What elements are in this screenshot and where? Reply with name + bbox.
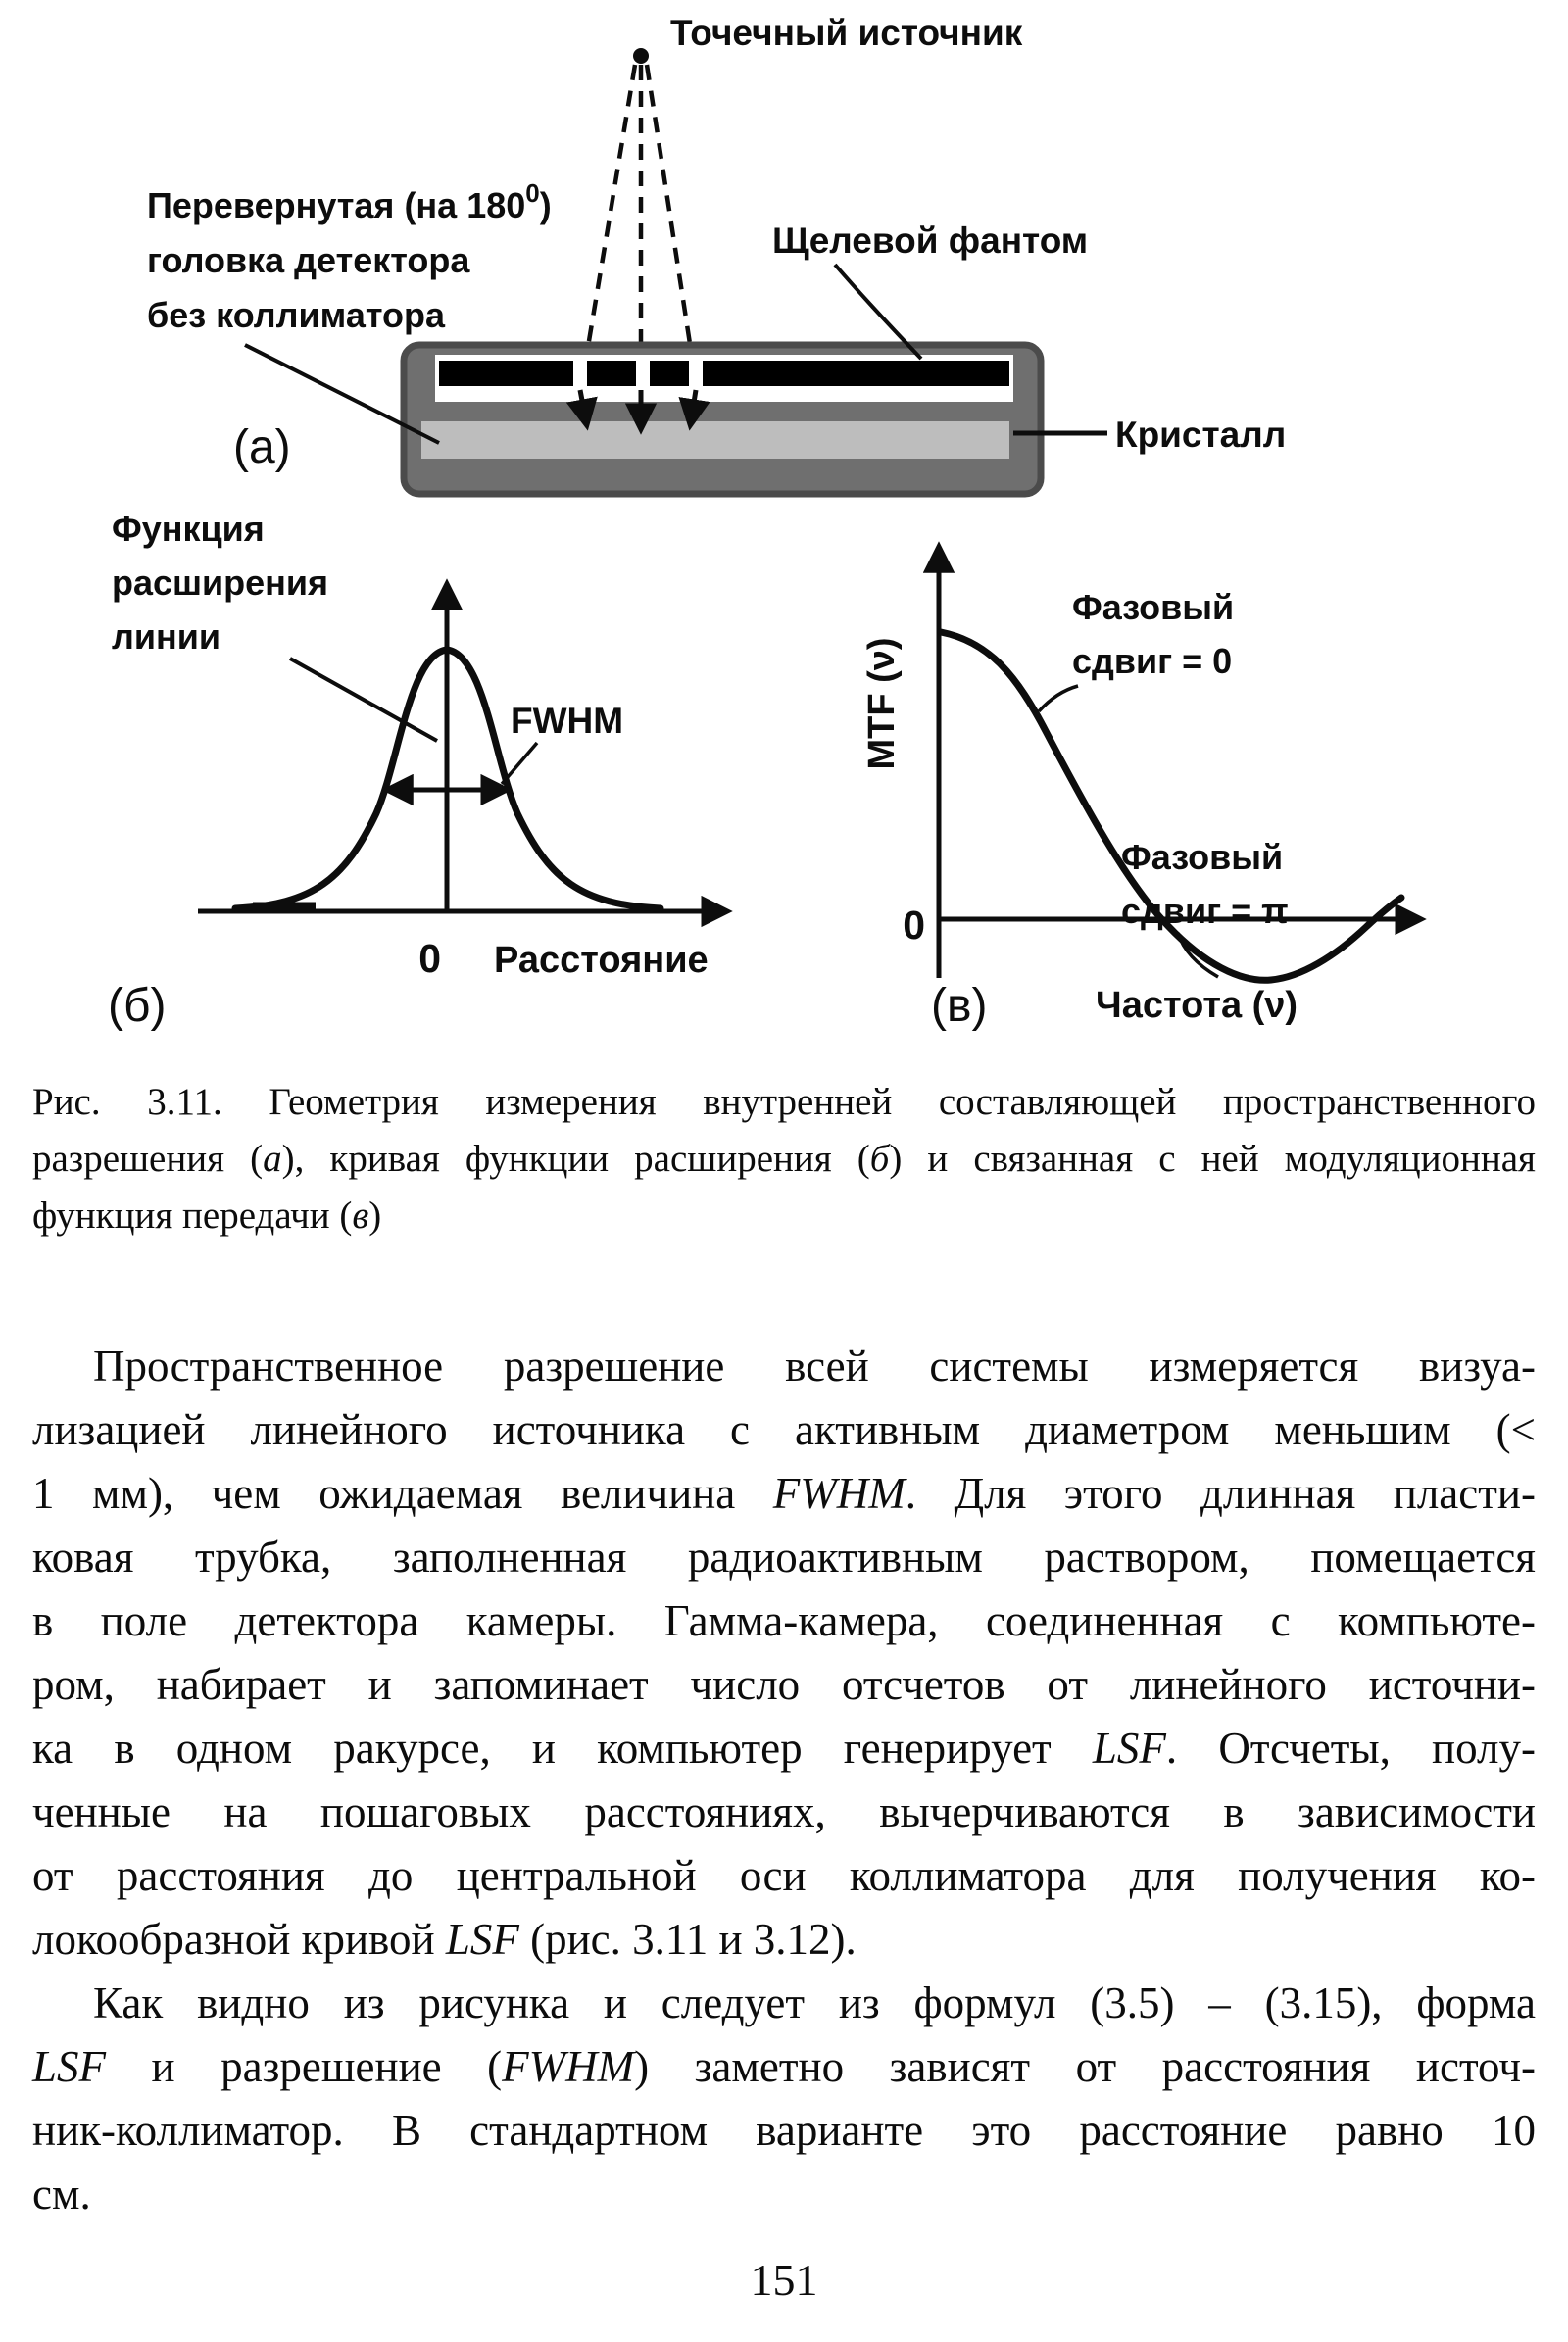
body-line: лизацией линейного источника с активным диаметром меньшим (<: [32, 1405, 1536, 1454]
caption-line: функция передачи (в): [32, 1195, 382, 1237]
mtf-y-axis-label: MTF (ν): [861, 637, 903, 770]
fwhm-leader-line: [502, 743, 537, 784]
phase-shift-zero-line2: сдвиг = 0: [1072, 641, 1233, 681]
figure-3-11: [0, 0, 1568, 1063]
body-line: Как видно из рисунка и следует из формул (3.5) – (3.15), форма: [93, 1978, 1536, 2027]
panel-a-tag: (а): [233, 421, 291, 473]
detector-head-label-line2: головка детектора: [147, 240, 470, 280]
caption-line: разрешения (а), кривая функции расширения (б) и связанная с ней модуляционная: [32, 1138, 1536, 1180]
body-line: 1 мм), чем ожидаемая величина FWHM. Для этого длинная пласти-: [32, 1469, 1536, 1518]
body-line: ченные на пошаговых расстояниях, вычерчиваются в зависимости: [32, 1787, 1536, 1836]
phantom-bar: [587, 361, 636, 386]
detector-head-label-line3: без коллиматора: [147, 295, 445, 335]
lsf-leader-line: [290, 659, 437, 741]
phase-shift-zero-line1: Фазовый: [1072, 587, 1235, 627]
phase-zero-leader-line: [1039, 686, 1078, 711]
body-line: LSF и разрешение (FWHM) заметно зависят от расстояния источ-: [32, 2042, 1536, 2091]
body-text: [32, 1335, 1536, 2226]
crystal-label: Кристалл: [1115, 415, 1287, 455]
panel-v-mtf: [861, 551, 1417, 1032]
mtf-x-axis-label: Частота (ν): [1096, 985, 1298, 1026]
panel-a-geometry: [147, 13, 1286, 494]
body-line: Пространственное разрешение всей системы измеряется визуа-: [93, 1342, 1536, 1391]
mtf-origin-label: 0: [903, 903, 925, 948]
body-line: ковая трубка, заполненная радиоактивным раствором, помещается: [32, 1533, 1536, 1582]
lsf-title-line1: Функция: [112, 509, 265, 549]
slit-phantom-label: Щелевой фантом: [772, 220, 1089, 261]
phase-shift-pi-line1: Фазовый: [1121, 837, 1284, 877]
point-source-dot: [633, 48, 649, 64]
caption-line: Рис. 3.11. Геометрия измерения внутренней составляющей пространственного: [32, 1081, 1536, 1123]
figure-caption: [32, 1074, 1536, 1244]
page-number: 151: [750, 2255, 818, 2305]
ray-right: [647, 65, 697, 388]
crystal-slab: [421, 421, 1009, 459]
phantom-bar: [650, 361, 689, 386]
body-line: см.: [32, 2170, 91, 2219]
lsf-origin-label: 0: [418, 936, 441, 981]
body-line: ник-коллиматор. В стандартном варианте это расстояние равно 10: [32, 2106, 1536, 2155]
ray-left: [581, 65, 635, 388]
body-line: ром, набирает и запоминает число отсчетов от линейного источни-: [32, 1660, 1536, 1709]
body-line: ка в одном ракурсе, и компьютер генерирует LSF. Отсчеты, полу-: [32, 1724, 1536, 1773]
body-line: локообразной кривой LSF (рис. 3.11 и 3.12).: [32, 1915, 857, 1964]
panel-b-tag: (б): [108, 980, 167, 1032]
lsf-title-line2: расширения: [112, 562, 329, 603]
body-line: от расстояния до центральной оси коллиматора для получения ко-: [32, 1851, 1536, 1900]
phase-shift-pi-line2: сдвиг = π: [1121, 891, 1289, 931]
phantom-bar: [703, 361, 1009, 386]
lsf-x-axis-label: Расстояние: [494, 940, 709, 981]
fwhm-label: FWHM: [511, 701, 624, 741]
panel-v-tag: (в): [931, 980, 988, 1032]
detector-head-label-line1: Перевернутая (на $180^0$): [147, 178, 552, 225]
point-source-label: Точечный источник: [670, 13, 1023, 53]
lsf-title-line3: линии: [112, 616, 221, 657]
slit-phantom-bars: [439, 361, 1009, 386]
degree-superscript: 0: [525, 178, 540, 208]
phantom-bar: [439, 361, 573, 386]
panel-b-lsf: [108, 509, 723, 1032]
body-line: в поле детектора камеры. Гамма-камера, соединенная с компьюте-: [32, 1596, 1536, 1645]
